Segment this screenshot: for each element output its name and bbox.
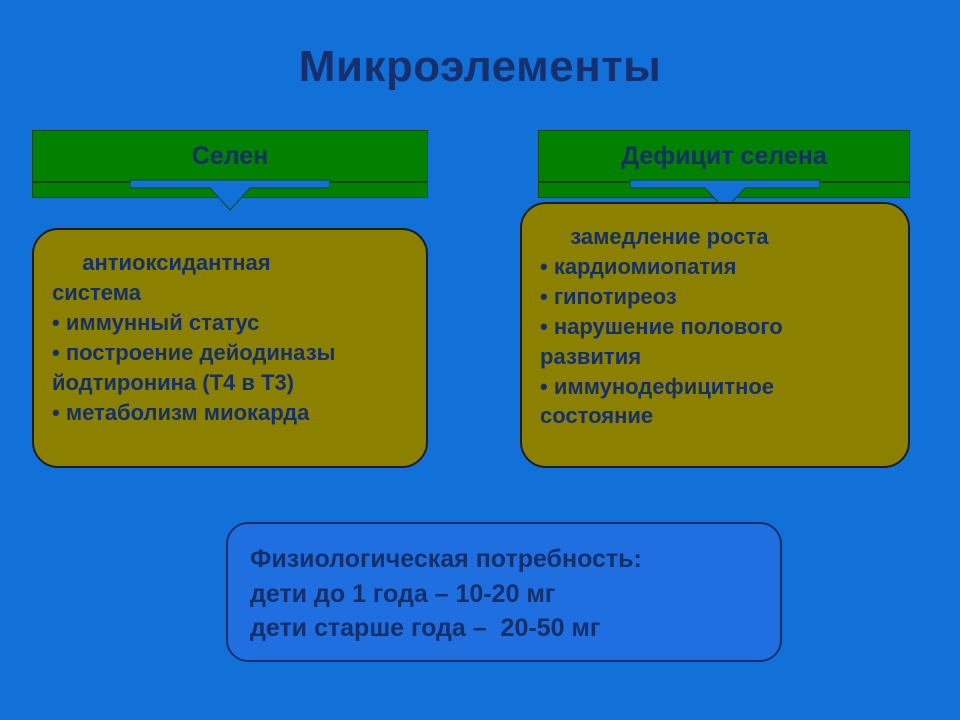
content-box-selenium [32, 228, 428, 468]
list-item: • кардиомиопатия [540, 253, 737, 279]
list-item: • иммунный статус [52, 309, 260, 335]
list-item: • нарушение полового [540, 313, 783, 339]
content-box-selenium-deficiency [520, 202, 910, 468]
list-item: • построение дейодиназы [52, 339, 336, 365]
down-arrow-icon-left [130, 178, 330, 218]
list-item: развития [540, 343, 642, 369]
footer-line: дети до 1 года – 10-20 мг [250, 579, 556, 608]
list-item: • метаболизм миокарда [52, 399, 310, 425]
page-title: Микроэлементы [298, 42, 662, 91]
column-header-label: Дефицит селена [621, 141, 827, 170]
column-header-selenium [32, 130, 428, 182]
column-header-selenium-deficiency [538, 130, 910, 182]
column-header-label: Селен [191, 141, 269, 170]
list-item: состояние [540, 403, 654, 429]
list-item: • иммунодефицитное [540, 373, 775, 399]
list-item: система [52, 279, 141, 305]
footer-box-physiological-need [226, 522, 782, 662]
list-item: • гипотиреоз [540, 283, 677, 309]
footer-line: Физиологическая потребность: [250, 545, 642, 573]
list-item: замедление роста [558, 224, 769, 249]
list-item: йодтиронина (Т4 в Т3) [52, 369, 295, 395]
footer-line: дети старше года – 20-50 мг [250, 614, 601, 642]
list-item: антиоксидантная [70, 250, 271, 275]
